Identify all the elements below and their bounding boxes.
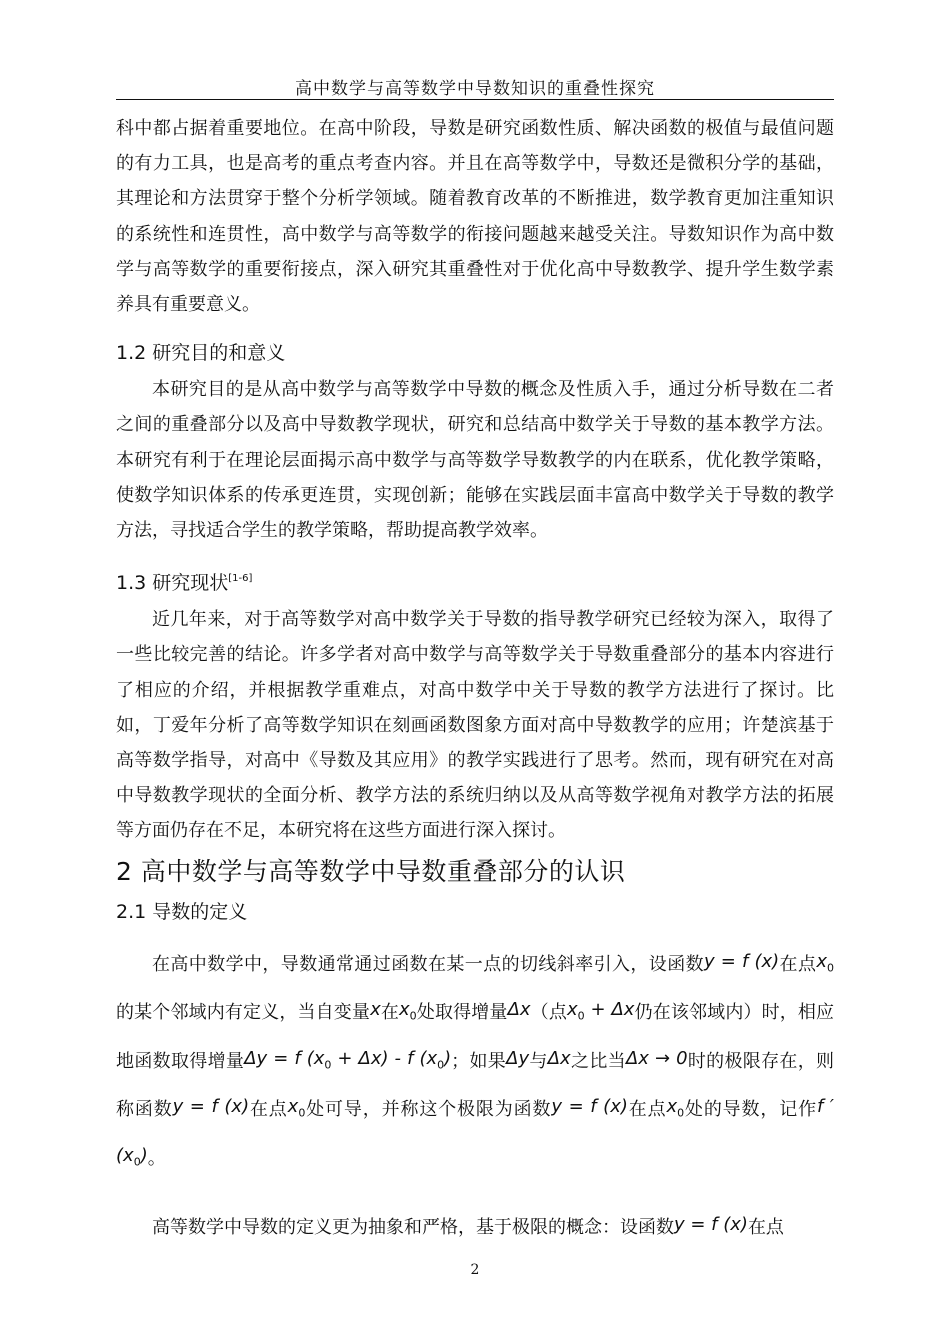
paragraph-2-1-a xyxy=(116,941,834,1184)
formula-x0 xyxy=(287,1096,306,1121)
math-part: ) xyxy=(140,1145,148,1167)
formula-delta-y xyxy=(244,1047,452,1072)
heading-2-1: 2.1 导数的定义 xyxy=(116,900,248,923)
text: 高等数学中导数的定义更为抽象和严格，基于极限的概念：设函数 xyxy=(152,1216,674,1238)
text: 之比当 xyxy=(570,1050,626,1072)
text: 。 xyxy=(147,1148,166,1170)
paragraph-1-2: 本研究目的是从高中数学与高等数学中导数的概念及性质入手，通过分析导数在二者之间的重叠部分以及高中导数教学现状，研究和总结高中数学关于导数的基本教学方法。本研究有利于在理论层面揭示高中数学与高等数学导数教学的内在联系，优化教学策略，使数学知识体系的传承更连贯，实现创新；能够在实践层面丰富高中数学关于导数的教学方法，寻找适合学生的教学策略，帮助提高教学效率。 xyxy=(116,379,834,542)
math-part: + Δx xyxy=(584,999,635,1021)
math-sub: 0 xyxy=(298,1107,306,1121)
math-part: ) xyxy=(444,1047,452,1069)
heading-1-2: 1.2 研究目的和意义 xyxy=(116,342,286,365)
math-sub: 0 xyxy=(437,1058,445,1072)
formula-delta-x: Δx xyxy=(507,999,531,1021)
running-header: 高中数学与高等数学中导数知识的重叠性探究 xyxy=(295,79,655,99)
text: 处可导，并称这个极限为函数 xyxy=(305,1099,552,1121)
page-number: 2 xyxy=(470,1262,480,1278)
formula-dy: Δy xyxy=(506,1047,530,1069)
header-rule xyxy=(116,99,834,100)
formula-dx-to-0: Δx → 0 xyxy=(625,1047,688,1069)
math-part: x xyxy=(566,999,578,1021)
formula-x0 xyxy=(816,950,835,975)
text: 在点 xyxy=(627,1099,667,1121)
formula-y-fx: y = f (x) xyxy=(172,1096,250,1118)
math-part: f ′(x xyxy=(116,1096,834,1167)
text: 处取得增量 xyxy=(416,1002,508,1024)
formula-x0 xyxy=(399,999,417,1023)
text: 仍在该邻域内）时，相应地函数取得增量 xyxy=(116,1002,835,1072)
text: 的某个邻域内有定义，当自变量 xyxy=(116,1002,371,1024)
text: 在 xyxy=(380,1002,400,1024)
formula-dx: Δx xyxy=(547,1047,571,1069)
paragraph-2-1-b xyxy=(116,1204,834,1249)
math-part: x xyxy=(666,1096,678,1118)
heading-chapter-2: 2 高中数学与高等数学中导数重叠部分的认识 xyxy=(116,856,626,886)
paragraph-1: 科中都占据着重要地位。在高中阶段，导数是研究函数性质、解决函数的极值与最值问题的有力工具，也是高考的重点考查内容。并且在高等数学中，导数还是微积分学的基础，其理论和方法贯穿于整个分析学领域。随着教育改革的不断推进，数学教育更加注重知识的系统性和连贯性，高中数学与高等数学的衔接问题越来越受关注。导数知识作为高中数学与高等数学的重要衔接点，深入研究其重叠性对于优化高中导数教学、提升学生数学素养具有重要意义。 xyxy=(116,118,834,316)
math-sub: 0 xyxy=(577,1009,585,1023)
formula-y-fx: y = f (x) xyxy=(551,1096,628,1118)
formula-x0 xyxy=(666,1096,685,1121)
formula-x0-plus-dx xyxy=(566,999,635,1023)
citation: [1-6] xyxy=(228,573,253,585)
text: 在点 xyxy=(747,1216,784,1238)
formula-x: x xyxy=(370,999,381,1021)
text: 在点 xyxy=(779,953,817,975)
math-part: x xyxy=(287,1096,299,1118)
text: 在点 xyxy=(249,1099,288,1121)
page-body xyxy=(116,111,834,1249)
math-part: x xyxy=(399,999,410,1021)
text: 处的导数，记作 xyxy=(684,1099,817,1121)
math-sub: 0 xyxy=(324,1058,332,1072)
formula-y-fx: y = f (x) xyxy=(704,950,780,972)
text: 时的极限存在，则称函数 xyxy=(116,1050,835,1121)
math-part: x xyxy=(816,950,828,972)
math-sub: 0 xyxy=(827,961,835,975)
formula-y-fx: y = f (x) xyxy=(674,1213,748,1235)
text: 与 xyxy=(529,1050,548,1072)
text: 在高中数学中，导数通常通过函数在某一点的切线斜率引入，设函数 xyxy=(152,953,705,975)
math-sub: 0 xyxy=(133,1155,141,1169)
heading-1-3 xyxy=(116,566,834,596)
paragraph-1-3: 近几年来，对于高等数学对高中数学关于导数的指导教学研究已经较为深入，取得了一些比较完善的结论。许多学者对高中数学与高等数学关于导数重叠部分的基本内容进行了相应的介绍，并根据教学重难点，对高中数学中关于导数的教学方法进行了探讨。比如，丁爱年分析了高等数学知识在刻画函数图象方面对高中导数教学的应用；许楚滨基于高等数学指导，对高中《导数及其应用》的教学实践进行了思考。然而，现有研究在对高中导数教学现状的全面分析、教学方法的系统归纳以及从高等数学视角对教学方法的拓展等方面仍存在不足，本研究将在这些方面进行深入探讨。 xyxy=(116,609,834,842)
math-sub: 0 xyxy=(677,1107,685,1121)
text: ；如果 xyxy=(451,1050,507,1072)
math-part: Δy = f (x xyxy=(244,1047,325,1069)
math-sub: 0 xyxy=(409,1009,417,1023)
math-part: + Δx) - f (x xyxy=(331,1047,438,1069)
heading-1-3-text: 1.3 研究现状 xyxy=(116,572,229,595)
text: （点 xyxy=(530,1002,567,1024)
